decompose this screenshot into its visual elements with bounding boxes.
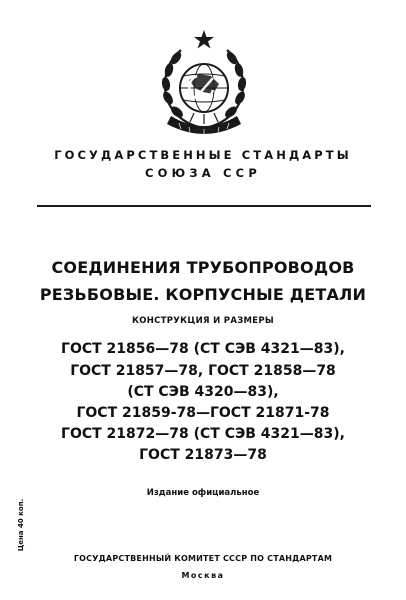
standard-line: ГОСТ 21856—78 (СТ СЭВ 4321—83),: [61, 341, 345, 357]
standard-line: ГОСТ 21873—78: [139, 447, 267, 463]
standard-line: ГОСТ 21857—78, ГОСТ 21858—78: [70, 363, 336, 379]
horizontal-divider: [37, 205, 371, 207]
ussr-coat-of-arms-icon: [159, 28, 249, 140]
publisher-city: Москва: [181, 571, 225, 580]
series-title-line-1: ГОСУДАРСТВЕННЫЕ СТАНДАРТЫ: [54, 148, 352, 162]
document-title-line-1: СОЕДИНЕНИЯ ТРУБОПРОВОДОВ: [51, 258, 355, 277]
price-label: Цена 40 коп.: [17, 498, 25, 552]
series-title-line-2: СОЮЗА ССР: [145, 166, 261, 180]
standard-line: (СТ СЭВ 4320—83),: [127, 384, 279, 400]
publisher-name: ГОСУДАРСТВЕННЫЙ КОМИТЕТ СССР ПО СТАНДАРТАМ: [73, 554, 333, 563]
document-title-line-2: РЕЗЬБОВЫЕ. КОРПУСНЫЕ ДЕТАЛИ: [39, 285, 367, 304]
edition-note: Издание официальное: [146, 488, 260, 498]
standard-line: ГОСТ 21872—78 (СТ СЭВ 4321—83),: [61, 426, 345, 442]
standard-line: ГОСТ 21859-78—ГОСТ 21871-78: [76, 405, 330, 421]
document-subtitle: КОНСТРУКЦИЯ И РАЗМЕРЫ: [131, 316, 275, 326]
